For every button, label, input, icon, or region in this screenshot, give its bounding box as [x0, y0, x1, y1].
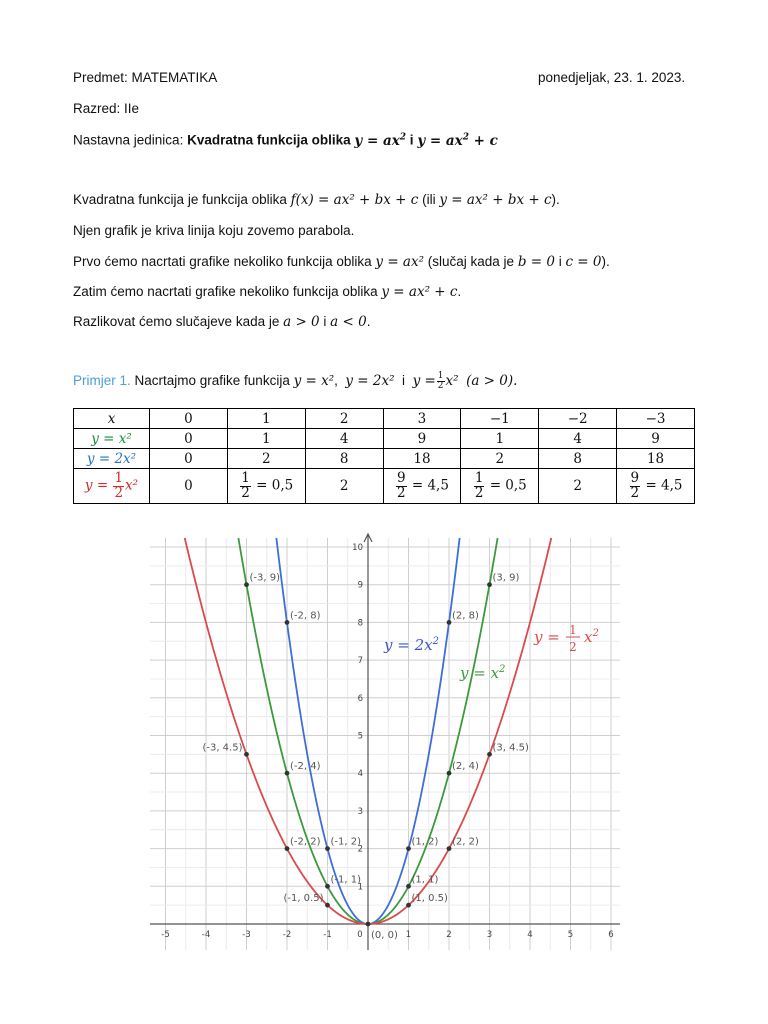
x-tick-label: -5	[161, 930, 170, 940]
data-point	[406, 884, 411, 889]
table-cell: −1	[461, 409, 539, 429]
table-cell: $\frac{1}{2}$ = 0,5	[461, 469, 539, 504]
table-cell: 8	[305, 449, 383, 469]
data-point	[406, 903, 411, 908]
point-label: (-1, 2)	[330, 836, 361, 848]
table-cell: $\frac{9}{2}$ = 4,5	[617, 469, 695, 504]
x-tick-label: 3	[486, 930, 493, 940]
table-cell: 2	[461, 449, 539, 469]
data-point	[447, 620, 452, 625]
x-tick-label: 6	[608, 930, 614, 940]
table-cell: 0	[150, 429, 228, 449]
table-cell: $\frac{9}{2}$ = 4,5	[383, 469, 461, 504]
table-cell: 18	[617, 449, 695, 469]
point-label: (-1, 0.5)	[283, 893, 324, 905]
x-tick-label: 0	[357, 930, 363, 940]
point-label: (-3, 9)	[249, 572, 280, 584]
point-label: (1, 2)	[411, 836, 439, 848]
unit-name: Kvadratna funkcija oblika	[187, 132, 351, 148]
point-label: (-3, 4.5)	[202, 742, 243, 754]
table-cell: 3	[383, 409, 461, 429]
y-tick-label: 6	[357, 693, 363, 704]
intro-line-2: Njen grafik je kriva linija koju zovemo parabola.	[73, 223, 355, 238]
y-tick-label: 2	[357, 844, 363, 855]
point-label: (-2, 4)	[290, 761, 321, 773]
table-row	[74, 449, 695, 469]
point-label: (2, 4)	[452, 761, 479, 773]
parabola-graph	[150, 530, 620, 960]
y-tick-label: 9	[357, 580, 363, 591]
date: ponedjeljak, 23. 1. 2023.	[538, 70, 686, 85]
table-cell: 2	[305, 469, 383, 504]
example-label: Primjer 1.	[73, 373, 131, 389]
data-point	[285, 620, 290, 625]
unit-prefix: Nastavna jedinica:	[73, 132, 188, 148]
example-line: Primjer 1. Nacrtajmo grafike funkcija y = x², y = 2x² i y = $\frac{1}{2}$ x² (a > 0).	[73, 371, 518, 391]
x-tick-label: 1	[405, 930, 412, 940]
point-label: (0, 0)	[371, 930, 398, 941]
x-tick-label: 2	[446, 930, 452, 940]
red-curve-label	[533, 623, 599, 654]
table-cell: −3	[617, 409, 695, 429]
table-cell: x	[74, 409, 150, 429]
y-tick-label: 4	[357, 769, 363, 780]
data-point	[487, 752, 492, 757]
table-cell: 1	[461, 429, 539, 449]
x-tick-label: -4	[201, 930, 211, 940]
table-cell: $\frac{1}{2}$ = 0,5	[227, 469, 305, 504]
table-cell: 0	[150, 469, 228, 504]
table-cell: 4	[305, 429, 383, 449]
y-tick-label: 3	[357, 806, 363, 817]
table-cell: 2	[539, 469, 617, 504]
data-point	[244, 752, 249, 757]
point-label: (1, 0.5)	[411, 893, 448, 905]
table-row-label: y = 2x²	[74, 449, 150, 469]
table-cell: 1	[227, 429, 305, 449]
data-point	[406, 846, 411, 851]
unit-formula-1: $y = ax^2$	[354, 132, 407, 149]
y-tick-label: 10	[352, 543, 363, 553]
point-label: (1, 1)	[411, 874, 439, 886]
y-tick-label: 8	[357, 618, 363, 629]
table-row-label: y = x²	[74, 429, 150, 449]
table-cell: 9	[383, 429, 461, 449]
table-cell: 2	[227, 449, 305, 469]
x-tick-label: 4	[527, 930, 533, 940]
intro-line-5: Razlikovat ćemo slučajeve kada je a > 0 i a < 0.	[73, 314, 371, 330]
green-curve-label: $y = x^2$	[460, 664, 506, 682]
data-point	[447, 846, 452, 851]
table-cell: 2	[305, 409, 383, 429]
y-tick-label: 1	[357, 882, 363, 893]
svg-text:2: 2	[569, 640, 577, 654]
table-cell: 18	[383, 449, 461, 469]
point-label: (-2, 8)	[290, 610, 321, 622]
x-tick-label: -3	[242, 930, 251, 940]
table-cell: 4	[539, 429, 617, 449]
point-label: (3, 9)	[492, 572, 520, 584]
table-row	[74, 429, 695, 449]
data-point	[325, 903, 330, 908]
table-cell: 0	[150, 449, 228, 469]
table-row-label: y = $\frac{1}{2}$ x²	[74, 469, 150, 504]
point-label: (2, 2)	[452, 836, 479, 848]
table-cell: 8	[539, 449, 617, 469]
svg-text:y =: y =	[534, 628, 560, 646]
data-point	[325, 846, 330, 851]
blue-curve-label: $y = 2x^2$	[384, 636, 439, 654]
svg-text:x2: $x^2$	[584, 628, 599, 646]
point-label: (3, 4.5)	[492, 742, 529, 754]
intro-line-3: Prvo ćemo nacrtati grafike nekoliko funkcija oblika y = ax² (slučaj kada je b = 0 i c = 0).	[73, 254, 610, 270]
svg-text:1: 1	[569, 623, 577, 637]
table-header-row	[74, 409, 695, 429]
table-cell: 0	[150, 409, 228, 429]
unit-formula-2: $y = ax^2 + c$	[417, 132, 498, 149]
intro-line-1: Kvadratna funkcija je funkcija oblika f(x) = ax² + bx + c (ili y = ax² + bx + c).	[73, 192, 560, 208]
x-tick-label: -2	[282, 930, 292, 940]
point-label: (-2, 2)	[290, 836, 321, 848]
data-point	[366, 922, 371, 927]
y-tick-label: 5	[357, 731, 363, 742]
x-tick-label: 5	[567, 930, 574, 940]
table-cell: 1	[227, 409, 305, 429]
data-point	[447, 771, 452, 776]
point-label: (-1, 1)	[330, 874, 361, 886]
class-label: Razred: IIe	[73, 101, 140, 116]
subject-label: Predmet: MATEMATIKA	[73, 70, 218, 85]
data-point	[244, 582, 249, 587]
data-point	[325, 884, 330, 889]
table-cell: −2	[539, 409, 617, 429]
values-table	[73, 408, 695, 504]
unit-title	[73, 132, 498, 149]
point-label: (2, 8)	[452, 610, 479, 622]
table-cell: 9	[617, 429, 695, 449]
data-point	[487, 582, 492, 587]
data-point	[285, 771, 290, 776]
unit-connector: i	[409, 132, 414, 148]
intro-line-4: Zatim ćemo nacrtati grafike nekoliko funkcija oblika y = ax² + c.	[73, 284, 462, 300]
y-tick-label: 7	[357, 656, 363, 667]
data-point	[285, 846, 290, 851]
table-row	[74, 469, 695, 504]
x-tick-label: -1	[323, 930, 332, 940]
